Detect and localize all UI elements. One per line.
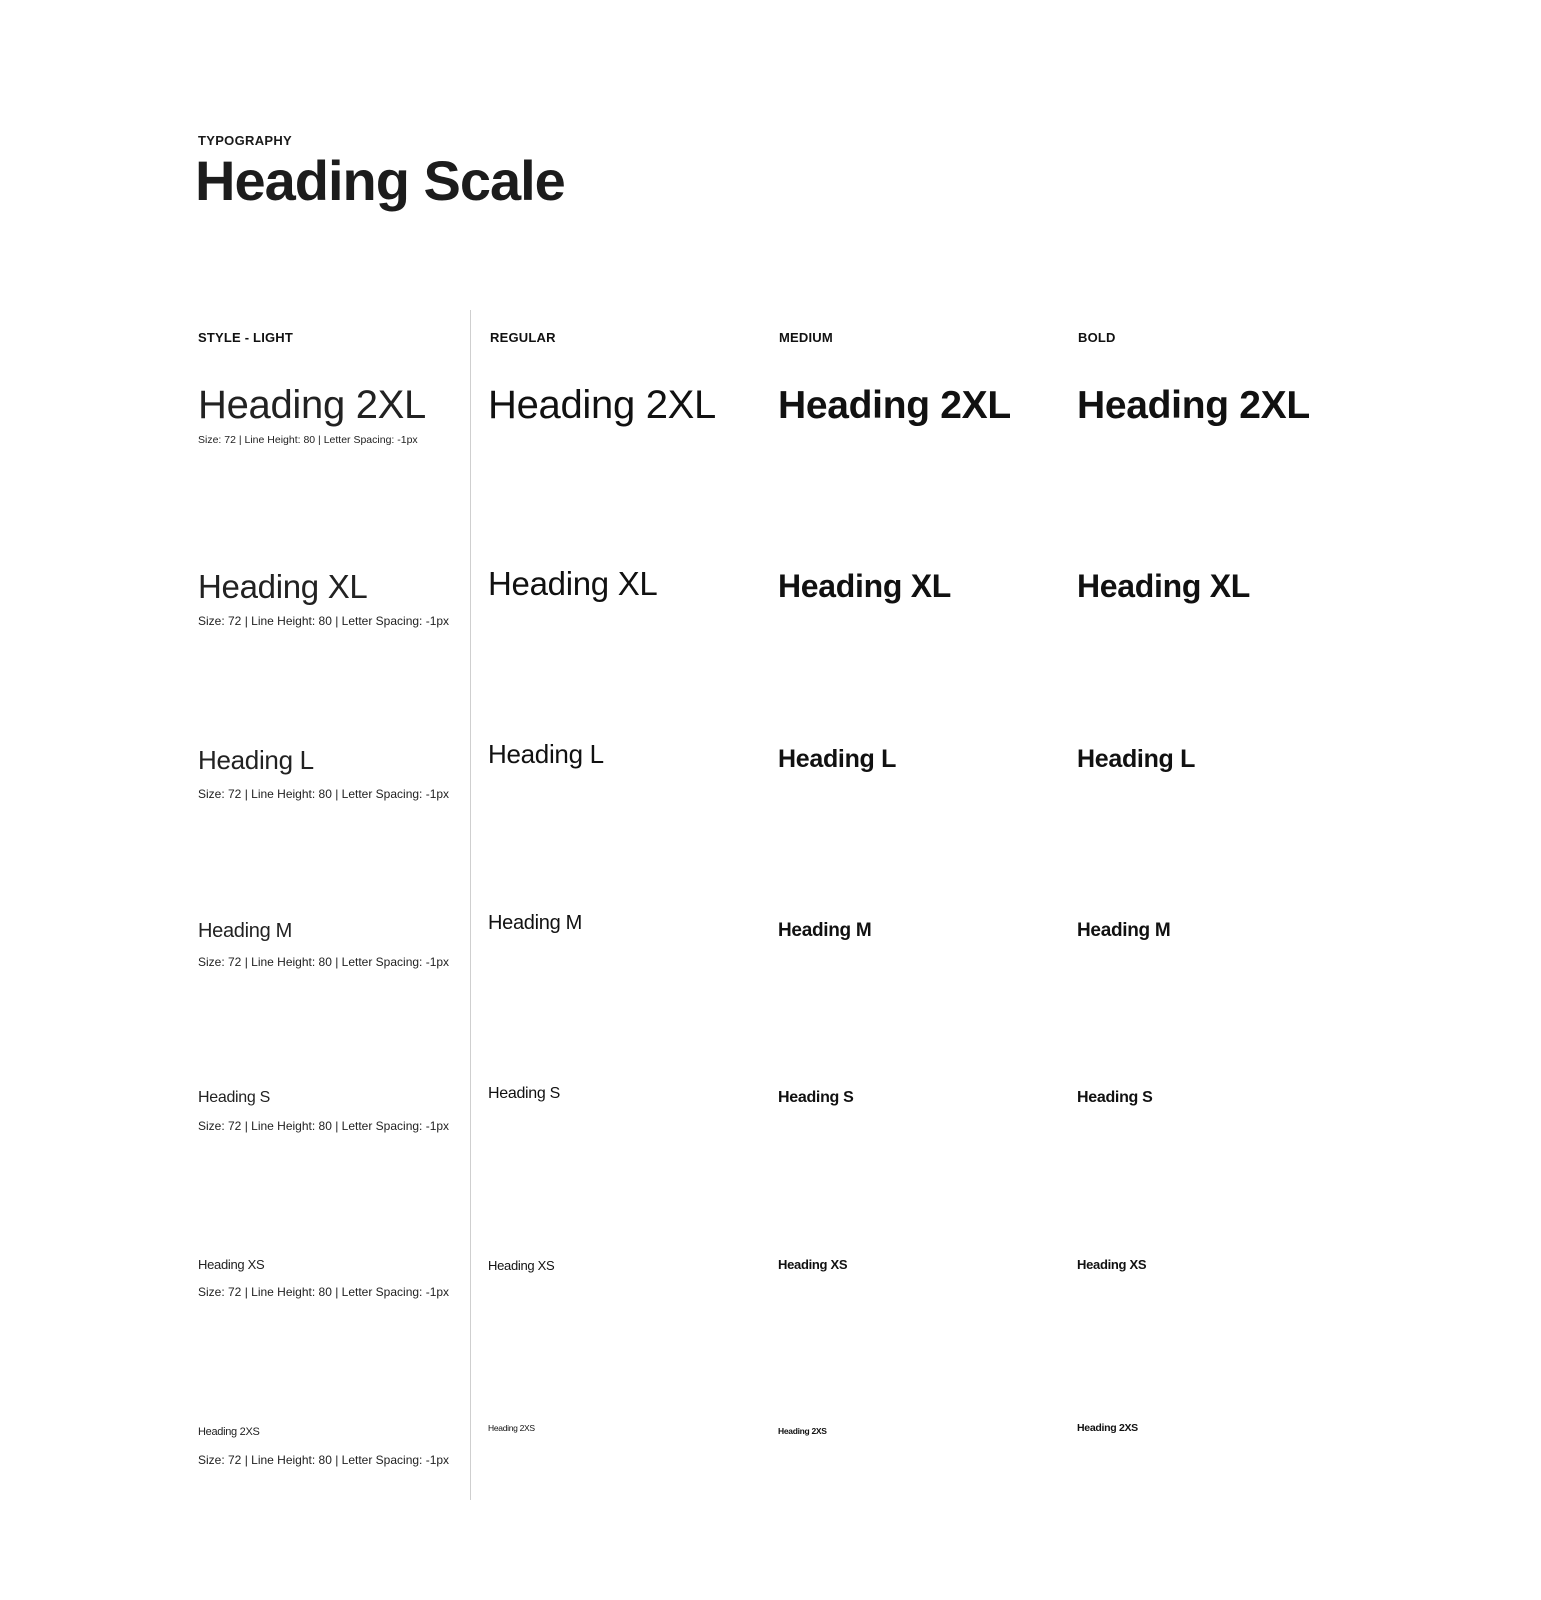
- sample-l-light: Heading L: [198, 745, 314, 775]
- sample-xl-light: Heading XL: [198, 568, 368, 605]
- spec-2xs: Size: 72 | Line Height: 80 | Letter Spacing: -1px: [198, 1453, 450, 1467]
- sample-xl-regular: Heading XL: [488, 565, 658, 602]
- sample-l-regular: Heading L: [488, 739, 604, 769]
- sample-s-light: Heading S: [198, 1089, 271, 1106]
- sample-xs-light: Heading XS: [198, 1257, 265, 1272]
- sample-m-light: Heading M: [198, 920, 293, 942]
- spec-xs: Size: 72 | Line Height: 80 | Letter Spacing: -1px: [198, 1285, 450, 1299]
- sample-m-regular: Heading M: [488, 912, 583, 934]
- sample-m-bold: Heading M: [1077, 920, 1171, 941]
- spec-2xl: Size: 72 | Line Height: 80 | Letter Spacing: -1px: [198, 434, 418, 446]
- sample-2xs-medium: Heading 2XS: [778, 1426, 827, 1436]
- typography-eyebrow: TYPOGRAPHY: [198, 133, 293, 148]
- sample-2xl-regular: Heading 2XL: [488, 383, 716, 427]
- column-header-regular: REGULAR: [490, 330, 556, 345]
- sample-l-medium: Heading L: [778, 745, 897, 773]
- column-header-medium: MEDIUM: [779, 330, 833, 345]
- column-header-bold: BOLD: [1078, 330, 1116, 345]
- spec-s: Size: 72 | Line Height: 80 | Letter Spacing: -1px: [198, 1119, 450, 1133]
- sample-s-regular: Heading S: [488, 1085, 561, 1102]
- column-header-light: STYLE - LIGHT: [198, 330, 294, 345]
- sample-m-medium: Heading M: [778, 920, 872, 941]
- sample-2xs-light: Heading 2XS: [198, 1426, 260, 1438]
- sample-s-bold: Heading S: [1077, 1089, 1153, 1106]
- page-title: Heading Scale: [195, 149, 565, 212]
- column-divider: [470, 310, 471, 1500]
- sample-2xl-bold: Heading 2XL: [1077, 384, 1310, 427]
- sample-s-medium: Heading S: [778, 1089, 854, 1106]
- sample-xs-regular: Heading XS: [488, 1258, 555, 1273]
- sample-2xl-light: Heading 2XL: [198, 383, 426, 427]
- spec-xl: Size: 72 | Line Height: 80 | Letter Spacing: -1px: [198, 614, 450, 628]
- sample-2xl-medium: Heading 2XL: [778, 384, 1011, 427]
- sample-xs-bold: Heading XS: [1077, 1257, 1147, 1272]
- sample-xl-medium: Heading XL: [778, 568, 952, 604]
- sample-2xs-bold: Heading 2XS: [1077, 1422, 1138, 1434]
- sample-xl-bold: Heading XL: [1077, 568, 1251, 604]
- sample-2xs-regular: Heading 2XS: [488, 1423, 535, 1433]
- spec-l: Size: 72 | Line Height: 80 | Letter Spacing: -1px: [198, 787, 450, 801]
- sample-xs-medium: Heading XS: [778, 1257, 848, 1272]
- spec-m: Size: 72 | Line Height: 80 | Letter Spacing: -1px: [198, 955, 450, 969]
- sample-l-bold: Heading L: [1077, 745, 1196, 773]
